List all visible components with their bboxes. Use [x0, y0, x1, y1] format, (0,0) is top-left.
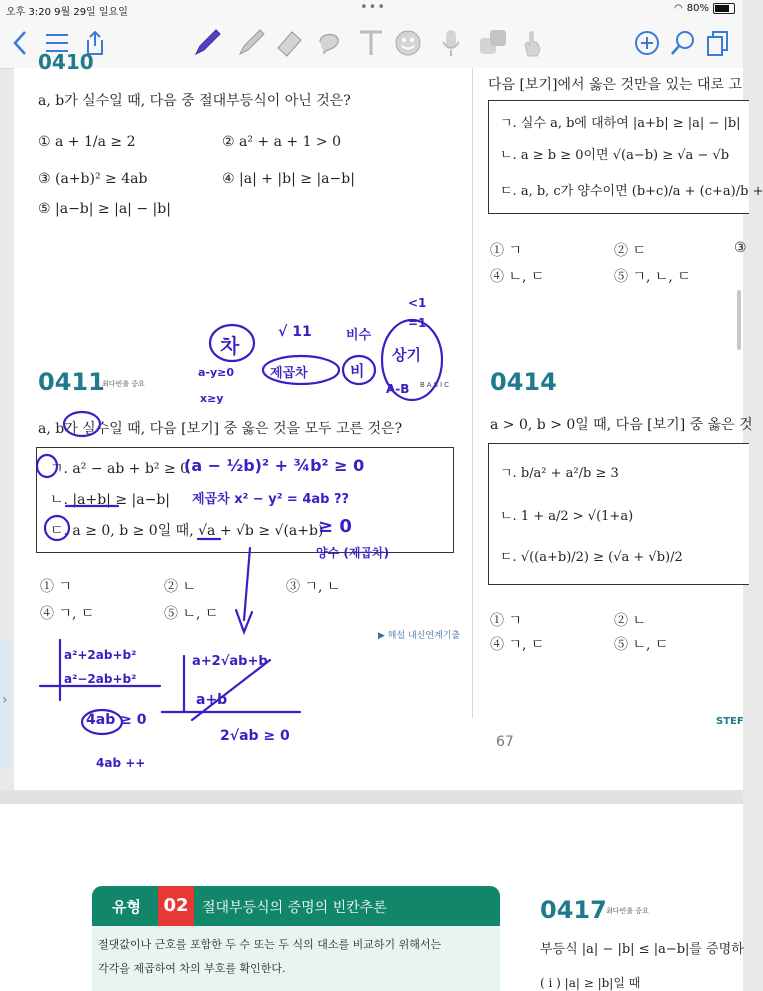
hw-work1a: a²+2ab+b² [64, 648, 137, 662]
explain-line-2: 각각을 제곱하여 차의 부호를 확인한다. [98, 962, 286, 975]
right-choice-2: ② ㄷ [614, 243, 646, 259]
hw-sqrt: √ 11 [278, 324, 312, 340]
hw-expr1: (a − ½b)² + ¾b² ≥ 0 [184, 456, 365, 475]
hw-ratio: 비수 [346, 328, 372, 343]
right-choice-5: ⑤ ㄱ, ㄴ, ㄷ [614, 269, 691, 285]
question-0411: a, b가 실수일 때, 다음 [보기] 중 옳은 것을 모두 고른 것은? [38, 421, 403, 437]
hw-expr3: ≥ 0 [318, 516, 352, 537]
hw-eq1: =1 [408, 316, 427, 330]
hw-work2a: a+2√ab+b [192, 654, 268, 669]
hw-ssangi: 상기 [392, 346, 421, 364]
question-0414: a > 0, b > 0일 때, 다음 [보기] 중 옳은 것 [490, 417, 753, 433]
right-bogi-1: ㄱ. 실수 a, b에 대하여 |a+b| ≥ |a| − |b| [500, 116, 741, 131]
chevron-right-icon: › [2, 692, 8, 708]
hw-jegopcha: 제곱차 [270, 366, 308, 381]
hw-work1d: 4ab ++ [96, 756, 146, 770]
bogi-item-3: ㄷ. a ≥ 0, b ≥ 0일 때, √a + √b ≥ √(a+b) [50, 523, 324, 539]
step-label: STEF [716, 716, 744, 727]
multitask-dots[interactable]: ••• [360, 0, 387, 15]
bogi-0414-3: ㄷ. √((a+b)/2) ≥ (√a + √b)/2 [500, 550, 683, 565]
type-number: 02 [158, 886, 194, 926]
right-bogi-2: ㄴ. a ≥ b ≥ 0이면 √(a−b) ≥ √a − √b [500, 148, 730, 163]
status-time: 오후 3:20 9월 29일 일요일 [6, 7, 128, 18]
hw-expr2: 제곱차 x² − y² = 4ab ?? [192, 492, 350, 507]
wifi-icon: ◠ [674, 3, 683, 14]
hw-ab: A-B [386, 382, 410, 396]
problem-number-0417: 0417 [540, 896, 607, 924]
question-0417-case: ( i ) |a| ≥ |b|일 때 [540, 976, 641, 990]
problem-number-0411: 0411 [38, 368, 105, 396]
hw-lt1: <1 [408, 296, 427, 310]
choice-0410-3: ③ (a+b)² ≥ 4ab [38, 171, 148, 187]
choice-0410-4: ④ |a| + |b| ≥ |a−b| [222, 171, 355, 187]
solution-link[interactable]: ▶ 해설 내신연계기출 [378, 631, 461, 641]
hw-work1b: a²−2ab+b² [64, 672, 137, 686]
hw-cond1: a-y≥0 [198, 366, 235, 379]
problem-tags-0417: 최다빈출 중요 [606, 907, 649, 915]
basic-label: BASIC [420, 381, 451, 389]
choice-0410-5: ⑤ |a−b| ≥ |a| − |b| [38, 201, 171, 217]
bogi-item-1: ㄱ. a² − ab + b² ≥ 0 [50, 461, 190, 477]
battery-percent: 80% [686, 3, 709, 14]
page-gap [0, 790, 743, 804]
bogi-0414-1: ㄱ. b/a² + a²/b ≥ 3 [500, 466, 619, 481]
hw-cha: 차 [220, 334, 240, 358]
choice-0410-2: ② a² + a + 1 > 0 [222, 134, 342, 150]
tag-label: 최다빈출 중요 [102, 380, 145, 388]
problem-number-0414: 0414 [490, 368, 557, 396]
choice-0414-4: ④ ㄱ, ㄷ [490, 637, 545, 653]
right-choice-3: ③ [734, 240, 747, 256]
choice-0414-5: ⑤ ㄴ, ㄷ [614, 637, 669, 653]
question-0410: a, b가 실수일 때, 다음 중 절대부등식이 아닌 것은? [38, 93, 351, 109]
hw-bi: 비 [350, 362, 365, 380]
hw-work1c: 4ab ≥ 0 [86, 712, 147, 728]
choice-0411-3: ③ ㄱ, ㄴ [286, 579, 341, 595]
choice-0411-1: ① ㄱ [40, 579, 72, 595]
right-bogi-3: ㄷ. a, b, c가 양수이면 (b+c)/a + (c+a)/b + [500, 184, 763, 199]
type-title: 절대부등식의 증명의 빈칸추론 [202, 900, 387, 916]
type-explanation [92, 926, 500, 991]
hw-yangsu: 양수 (제곱차) [316, 546, 390, 560]
hw-work2c: 2√ab ≥ 0 [220, 728, 290, 744]
choice-0414-1: ① ㄱ [490, 613, 522, 629]
right-choice-1: ① ㄱ [490, 243, 522, 259]
bogi-item-2: ㄴ. |a+b| ≥ |a−b| [50, 492, 171, 508]
choice-0414-2: ② ㄴ [614, 613, 646, 629]
hw-cond2: x≥y [200, 392, 224, 405]
question-right-top: 다음 [보기]에서 옳은 것만을 있는 대로 고 [488, 77, 743, 93]
choice-0410-1: ① a + 1/a ≥ 2 [38, 134, 136, 150]
type-label: 유형 [112, 898, 141, 916]
hw-work2b: a+b [196, 692, 228, 708]
choice-0411-5: ⑤ ㄴ, ㄷ [164, 606, 219, 622]
type-banner [92, 886, 500, 926]
page-number: 67 [496, 734, 514, 750]
bogi-0414-2: ㄴ. 1 + a/2 > √(1+a) [500, 509, 634, 524]
right-choice-4: ④ ㄴ, ㄷ [490, 269, 545, 285]
choice-0411-2: ② ㄴ [164, 579, 196, 595]
question-0417: 부등식 |a| − |b| ≤ |a−b|를 증명하 [540, 942, 744, 957]
explain-line-1: 절댓값이나 근호를 포함한 두 수 또는 두 식의 대소를 비교하기 위해서는 [98, 938, 442, 951]
choice-0411-4: ④ ㄱ, ㄷ [40, 606, 95, 622]
problem-number-0410: 0410 [38, 50, 94, 74]
